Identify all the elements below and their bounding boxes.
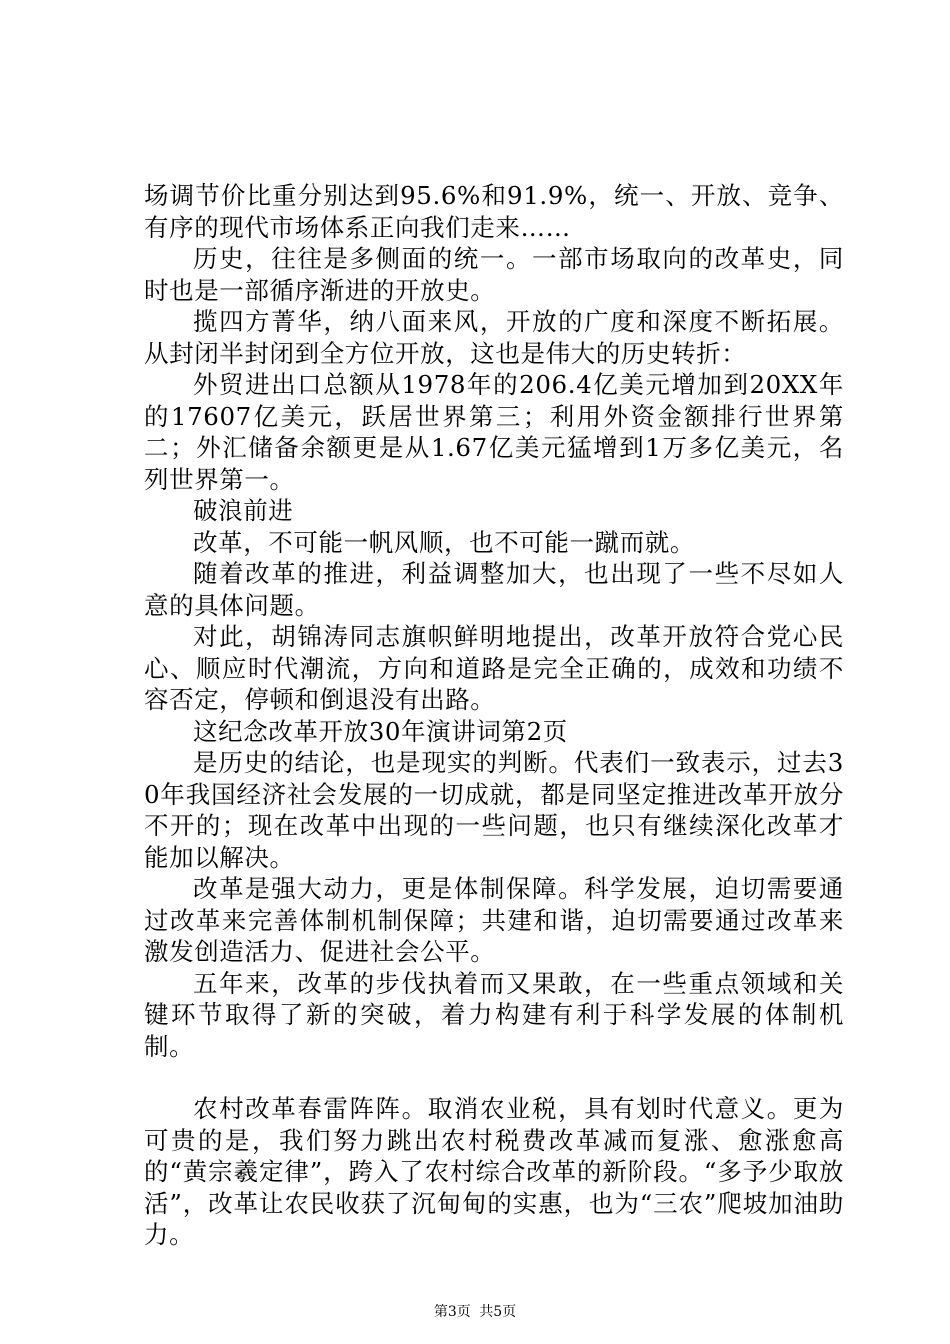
paragraph-9: 是历史的结论，也是现实的判断。代表们一致表示，过去30年我国经济社会发展的一切成就，都是同坚定推进改革开放分不开的；现在改革中出现的一些问题，也只有继续深化改革才能加以解决。: [144, 748, 844, 872]
page-footer: [0, 1303, 950, 1321]
paragraph-2: 历史，往往是多侧面的统一。一部市场取向的改革史，同时也是一部循序渐进的开放史。: [144, 244, 844, 305]
paragraph-10: 改革是强大动力，更是体制保障。科学发展，迫切需要通过改革来完善体制机制保障；共建和谐，迫切需要通过改革来激发创造活力、促进社会公平。: [144, 874, 844, 966]
paragraph-11: 五年来，改革的步伐执着而又果敢，在一些重点领域和关键环节取得了新的突破，着力构建有利于科学发展的体制机制。: [144, 968, 844, 1061]
page-number: 第3页: [433, 1304, 471, 1320]
section-heading: 破浪前进: [193, 496, 294, 525]
paragraph-12: 农村改革春雷阵阵。取消农业税，具有划时代意义。更为可贵的是，我们努力跳出农村税费改革减而复涨、愈涨愈高的“黄宗羲定律”，跨入了农村综合改革的新阶段。“多予少取放活”，改革让农民收获了沉甸甸的实惠，也为“三农”爬坡加油助力。: [144, 1094, 844, 1249]
paragraph-7: 对此，胡锦涛同志旗帜鲜明地提出，改革开放符合党心民心、顺应时代潮流，方向和道路是完全正确的，成效和功绩不容否定，停顿和倒退没有出路。: [144, 622, 844, 714]
paragraph-6: 随着改革的推进，利益调整加大，也出现了一些不尽如人意的具体问题。: [144, 559, 844, 620]
paragraph-5: 改革，不可能一帆风顺，也不可能一蹴而就。: [193, 527, 695, 557]
document-body: [144, 180, 844, 1251]
paragraph-4: 外贸进出口总额从1978年的206.4亿美元增加到20XX年的17607亿美元，跃居世界第三；利用外资金额排行世界第二；外汇储备余额更是从1.67亿美元猛增到1万多亿美元，名列世界第一。: [144, 370, 844, 494]
paragraph-1: 场调节价比重分别达到95.6%和91.9%，统一、开放、竞争、有序的现代市场体系正向我们走来……: [144, 181, 844, 242]
paragraph-3: 揽四方菁华，纳八面来风，开放的广度和深度不断拓展。从封闭半封闭到全方位开放，这也是伟大的历史转折：: [144, 307, 844, 368]
paragraph-8: 这纪念改革开放30年演讲词第2页: [193, 716, 568, 746]
page-total: 共5页: [479, 1304, 517, 1320]
paragraph-spacer: [144, 1062, 844, 1093]
